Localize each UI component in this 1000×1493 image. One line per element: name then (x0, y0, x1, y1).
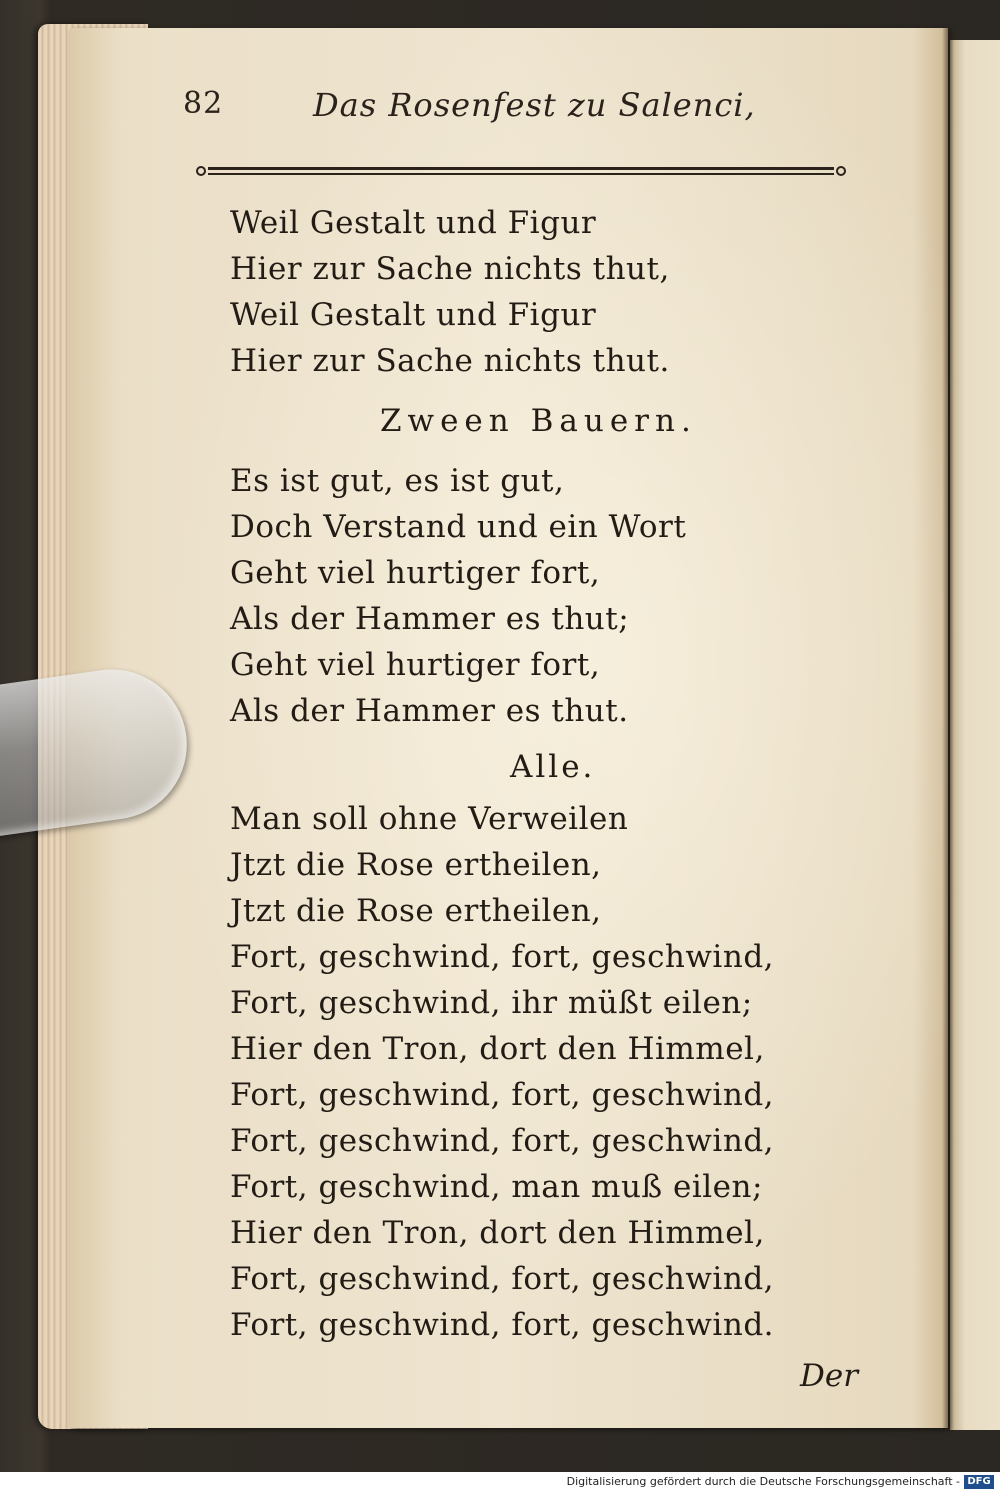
rule-line-thick (208, 167, 834, 170)
verse-line: Hier zur Sache nichts thut. (230, 343, 670, 379)
rule-cap-right (836, 166, 846, 176)
verse-line: Es ist gut, es ist gut, (230, 463, 565, 499)
verse-line: Geht viel hurtiger fort, (230, 647, 601, 683)
verse-line: Fort, geschwind, fort, geschwind, (230, 939, 775, 975)
verse-line: Als der Hammer es thut. (230, 693, 629, 729)
speaker-heading: Zween Bauern. (380, 403, 697, 439)
verse-line: Fort, geschwind, fort, geschwind, (230, 1077, 775, 1113)
dfg-logo: DFG (964, 1475, 994, 1489)
footer-bar (0, 1472, 1000, 1493)
verse-line: Hier den Tron, dort den Himmel, (230, 1215, 765, 1251)
rule-line-thin (208, 173, 834, 175)
verse-line: Fort, geschwind, ihr müßt eilen; (230, 985, 753, 1021)
verse-line: Geht viel hurtiger fort, (230, 555, 601, 591)
verse-line: Jtzt die Rose ertheilen, (230, 847, 602, 883)
verse-line: Als der Hammer es thut; (230, 601, 630, 637)
speaker-heading: Alle. (510, 749, 596, 785)
verse-line: Jtzt die Rose ertheilen, (230, 893, 602, 929)
gutter-shadow (942, 28, 954, 1430)
rule-cap-left (196, 166, 206, 176)
verse-line: Doch Verstand und ein Wort (230, 509, 687, 545)
funding-credit: Digitalisierung gefördert durch die Deutsche Forschungsgemeinschaft - (566, 1475, 960, 1488)
verse-line: Weil Gestalt und Figur (230, 205, 597, 241)
verse-line: Weil Gestalt und Figur (230, 297, 597, 333)
verse-line: Man soll ohne Verweilen (230, 801, 629, 837)
verse-line: Hier zur Sache nichts thut, (230, 251, 670, 287)
verse-line: Fort, geschwind, fort, geschwind. (230, 1307, 775, 1343)
catchword: Der (800, 1358, 859, 1394)
page-number: 82 (183, 86, 224, 121)
verse-line: Fort, geschwind, fort, geschwind, (230, 1261, 775, 1297)
verse-line: Fort, geschwind, man muß eilen; (230, 1169, 763, 1205)
adjacent-page (950, 40, 1000, 1430)
verse-line: Fort, geschwind, fort, geschwind, (230, 1123, 775, 1159)
verse-line: Hier den Tron, dort den Himmel, (230, 1031, 765, 1067)
ornamental-rule (196, 165, 846, 179)
running-title: Das Rosenfest zu Salenci, (313, 86, 756, 124)
page-header (183, 80, 843, 136)
